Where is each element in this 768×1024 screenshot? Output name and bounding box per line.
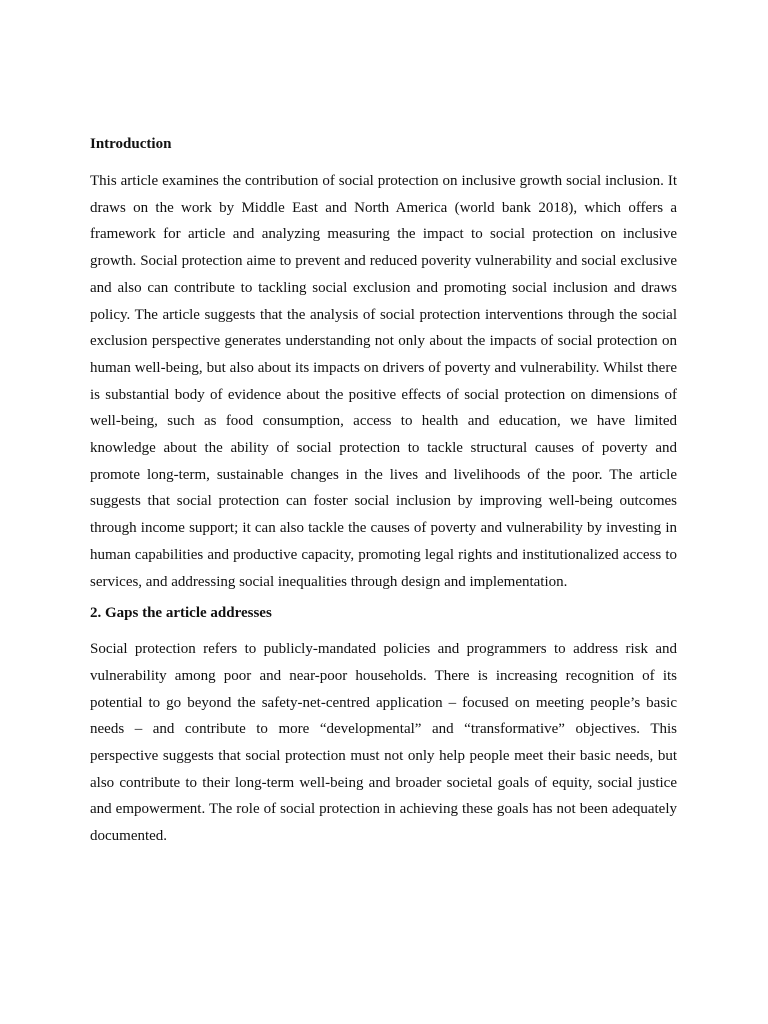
document-body: [90, 133, 677, 850]
introduction-heading: Introduction: [90, 136, 172, 152]
gaps-heading: 2. Gaps the article addresses: [90, 605, 272, 622]
introduction-paragraph: This article examines the contribution of social protection on inclusive growth social inclusion. It draws on the work by Middle East and North America (world bank 2018), which offers a framework for article and analyzing measuring the impact to social protection on inclusive growth. Social protection aime to prevent and reduced poverity vulnerability and social exclusive and also can contribute to tackling social exclusion and promoting social inclusion and draws policy. The article suggests that the analysis of social protection interventions through the social exclusion perspective generates understanding not only about the impacts of social protection on human well-being, but also about its impacts on drivers of poverty and vulnerability. Whilst there is substantial body of evidence about the positive effects of social protection on dimensions of well-being, such as food consumption, access to health and education, we have limited knowledge about the ability of social protection to tackle structural causes of poverty and promote long-term, sustainable changes in the lives and livelihoods of the poor. The article suggests that social protection can foster social inclusion by improving well-being outcomes through income support; it can also tackle the causes of poverty and vulnerability by investing in human capabilities and productive capacity, promoting legal rights and institutionalized access to services, and addressing social inequalities through design and implementation.: [90, 173, 677, 590]
gaps-paragraph: Social protection refers to publicly-mandated policies and programmers to address risk and vulnerability among poor and near-poor households. There is increasing recognition of its potential to go beyond the safety-net-centred application – focused on meeting people’s basic needs – and contribute to more “developmental” and “transformative” objectives. This perspective suggests that social protection must not only help people meet their basic needs, but also contribute to their long-term well-being and broader societal goals of equity, social justice and empowerment. The role of social protection in achieving these goals has not been adequately documented.: [90, 641, 677, 845]
